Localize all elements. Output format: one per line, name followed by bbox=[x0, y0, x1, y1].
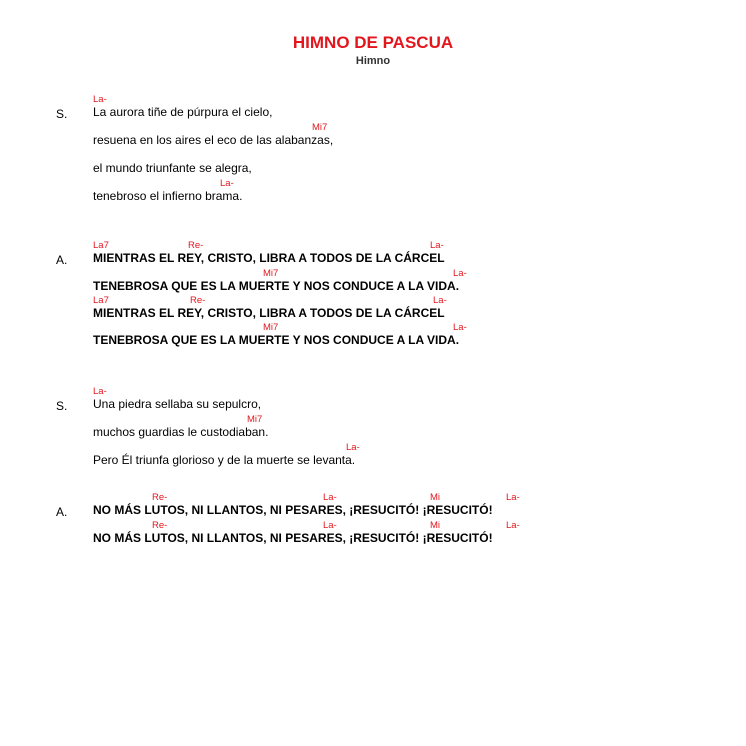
song-title: HIMNO DE PASCUA bbox=[292, 33, 454, 52]
chord-label: La- bbox=[346, 442, 360, 453]
lyric-text: TENEBROSA QUE ES LA MUERTE Y NOS CONDUCE A LA VIDA. bbox=[93, 333, 460, 347]
lyric-text: el mundo triunfante se alegra, bbox=[93, 161, 252, 175]
stanza-assembly-1 bbox=[0, 240, 746, 349]
verse-line bbox=[0, 122, 746, 150]
lyric-text: La aurora tiñe de púrpura el cielo, bbox=[93, 105, 273, 119]
chord-label: Re- bbox=[152, 492, 168, 503]
chord-label: Re- bbox=[190, 295, 206, 306]
stanza-soloist-2 bbox=[0, 386, 746, 470]
chord-label: La- bbox=[433, 295, 447, 306]
refrain-line bbox=[0, 322, 746, 349]
chord-label: La- bbox=[430, 240, 444, 251]
lyric-text: NO MÁS LUTOS, NI LLANTOS, NI PESARES, ¡RESUCITÓ! ¡RESUCITÓ! bbox=[93, 503, 493, 517]
refrain-line bbox=[0, 520, 746, 548]
chord-label: Mi7 bbox=[247, 414, 263, 425]
song-subtitle: Himno bbox=[355, 55, 391, 67]
lyric-text: MIENTRAS EL REY, CRISTO, LIBRA A TODOS DE LA CÁRCEL bbox=[93, 251, 445, 265]
chord-label: Mi7 bbox=[263, 268, 279, 279]
lyric-text: NO MÁS LUTOS, NI LLANTOS, NI PESARES, ¡RESUCITÓ! ¡RESUCITÓ! bbox=[93, 531, 493, 545]
chord-label: La- bbox=[220, 178, 234, 189]
chord-label: La- bbox=[453, 322, 467, 333]
chord-label: Re- bbox=[188, 240, 204, 251]
speaker-label: A. bbox=[56, 253, 68, 267]
chord-label: La7 bbox=[93, 240, 109, 251]
chord-label: La- bbox=[453, 268, 467, 279]
speaker-label: S. bbox=[56, 107, 68, 121]
refrain-line bbox=[0, 492, 746, 520]
verse-line bbox=[0, 94, 746, 122]
stanza-assembly-2 bbox=[0, 492, 746, 548]
lyric-text: Una piedra sellaba su sepulcro, bbox=[93, 397, 262, 411]
verse-line bbox=[0, 178, 746, 206]
chord-label: Mi bbox=[430, 492, 441, 503]
chord-label: La7 bbox=[93, 295, 109, 306]
lyric-text: tenebroso el infierno brama. bbox=[93, 189, 243, 203]
lyric-text: muchos guardias le custodiaban. bbox=[93, 425, 269, 439]
refrain-line bbox=[0, 268, 746, 295]
lyric-text: MIENTRAS EL REY, CRISTO, LIBRA A TODOS DE LA CÁRCEL bbox=[93, 306, 445, 320]
refrain-line bbox=[0, 295, 746, 322]
speaker-label: S. bbox=[56, 399, 68, 413]
chord-label: La- bbox=[323, 492, 337, 503]
chord-label: La- bbox=[506, 520, 520, 531]
chord-label: La- bbox=[323, 520, 337, 531]
verse-line bbox=[0, 150, 746, 178]
stanza-soloist-1 bbox=[0, 94, 746, 206]
chord-label: La- bbox=[93, 386, 107, 397]
refrain-line bbox=[0, 240, 746, 268]
chord-label: La- bbox=[93, 94, 107, 105]
chord-label: Mi bbox=[430, 520, 441, 531]
lyric-text: TENEBROSA QUE ES LA MUERTE Y NOS CONDUCE A LA VIDA. bbox=[93, 279, 460, 293]
chord-label: Mi7 bbox=[312, 122, 328, 133]
verse-line bbox=[0, 414, 746, 442]
lyric-text: resuena en los aires el eco de las alabanzas, bbox=[93, 133, 334, 147]
speaker-label: A. bbox=[56, 505, 68, 519]
verse-line bbox=[0, 386, 746, 414]
verse-line bbox=[0, 442, 746, 470]
chord-label: La- bbox=[506, 492, 520, 503]
lyric-text: Pero Él triunfa glorioso y de la muerte se levanta. bbox=[93, 453, 356, 467]
chord-label: Mi7 bbox=[263, 322, 279, 333]
chord-label: Re- bbox=[152, 520, 168, 531]
